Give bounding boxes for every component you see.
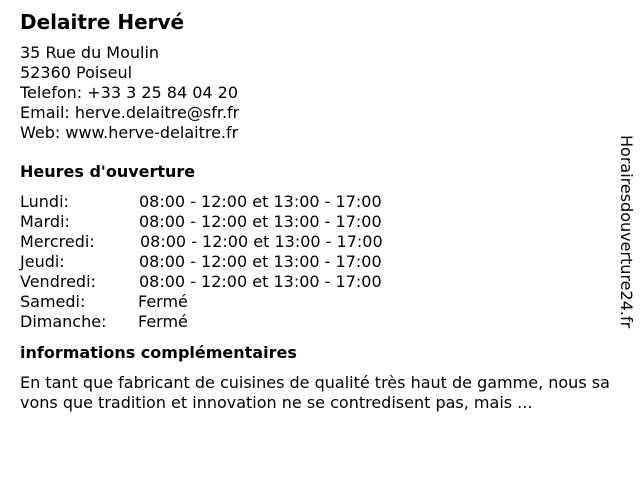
web-line: Web: www.herve-delaitre.fr <box>20 123 239 142</box>
hours-row-tuesday <box>20 212 612 232</box>
site-watermark: Horairesdouverture24.fr <box>617 135 636 329</box>
hours-day: Samedi: <box>20 292 86 311</box>
hours-day: Lundi: <box>20 192 69 211</box>
hours-heading: Heures d'ouverture <box>20 162 196 181</box>
hours-row-sunday <box>20 312 612 332</box>
hours-day: Vendredi: <box>20 272 96 291</box>
info-heading: informations complémentaires <box>20 343 297 362</box>
phone-line: Telefon: +33 3 25 84 04 20 <box>20 83 239 102</box>
hours-row-saturday <box>20 292 612 312</box>
hours-day: Mercredi: <box>20 232 95 251</box>
hours-row-wednesday <box>20 232 612 252</box>
hours-row-monday <box>20 192 612 212</box>
info-description: En tant que fabricant de cuisines de qualité très haut de gamme, nous savons que tradition et innovation ne se contredisent pas, mais ... <box>20 373 610 412</box>
hours-time: 08:00 - 12:00 et 13:00 - 17:00 <box>139 272 382 291</box>
hours-day: Dimanche: <box>20 312 107 331</box>
hours-row-thursday <box>20 252 612 272</box>
business-name: Delaitre Hervé <box>20 10 185 34</box>
hours-day: Jeudi: <box>20 252 65 271</box>
hours-time: Fermé <box>138 312 188 331</box>
business-card <box>20 10 612 413</box>
email-line: Email: herve.delaitre@sfr.fr <box>20 103 240 122</box>
address-street: 35 Rue du Moulin <box>20 43 160 62</box>
hours-time: 08:00 - 12:00 et 13:00 - 17:00 <box>139 252 382 271</box>
hours-row-friday <box>20 272 612 292</box>
hours-time: 08:00 - 12:00 et 13:00 - 17:00 <box>140 232 383 251</box>
hours-table <box>20 192 612 332</box>
address-city: 52360 Poiseul <box>20 63 133 82</box>
hours-day: Mardi: <box>20 212 70 231</box>
hours-time: 08:00 - 12:00 et 13:00 - 17:00 <box>139 192 382 211</box>
hours-time: Fermé <box>138 292 188 311</box>
hours-time: 08:00 - 12:00 et 13:00 - 17:00 <box>139 212 382 231</box>
